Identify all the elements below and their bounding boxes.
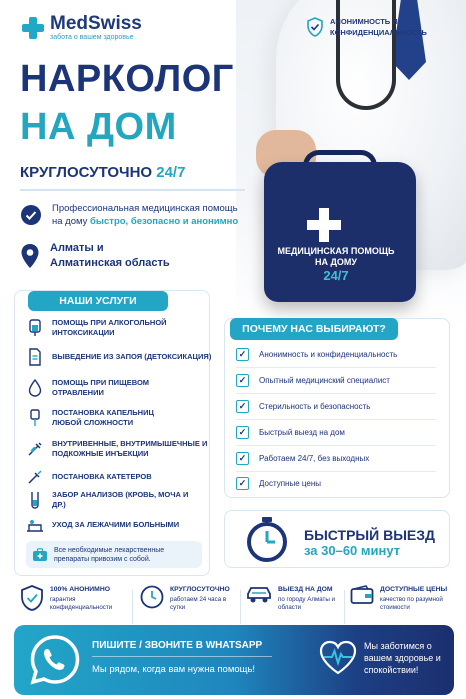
check-circle-icon xyxy=(20,204,42,226)
divider xyxy=(132,590,133,624)
medical-cross-logo-icon xyxy=(22,17,44,39)
feature-item xyxy=(140,585,240,612)
checkbox-icon: ✓ xyxy=(236,374,249,387)
privacy-text: АНОНИМНОСТЬ И КОНФИДЕНЦИАЛЬНОСТЬ xyxy=(330,17,427,37)
service-label: ПОМОЩЬ ПРИ ПИЩЕВОМ ОТРАВЛЕНИИ xyxy=(52,378,150,397)
round-clock-value: 24/7 xyxy=(156,164,186,181)
privacy-badge xyxy=(306,16,454,38)
service-item xyxy=(26,468,212,486)
page-title-line2: НА ДОМ xyxy=(20,106,177,148)
service-item xyxy=(26,408,182,427)
divider xyxy=(240,590,241,624)
service-label: ЗАБОР АНАЛИЗОВ (КРОВЬ, МОЧА И ДР.) xyxy=(52,490,189,509)
feature-item xyxy=(20,585,122,612)
city-row xyxy=(20,241,170,271)
medical-cross-icon xyxy=(307,208,341,242)
intro-row xyxy=(20,202,238,228)
care-slogan: Мы заботимся о вашем здоровье и спокойствии! xyxy=(364,641,441,675)
shield-check-icon xyxy=(306,17,324,37)
iv-drip-icon xyxy=(26,409,44,427)
fast-title: БЫСТРЫЙ ВЫЕЗД xyxy=(304,527,435,543)
why-item xyxy=(236,426,345,439)
test-tube-icon xyxy=(26,491,44,509)
feature-title: ДОСТУПНЫЕ ЦЕНЫ xyxy=(380,586,448,593)
contact-title[interactable]: ПИШИТЕ / ЗВОНИТЕ В WHATSAPP xyxy=(92,640,263,651)
intro-line2 xyxy=(52,215,238,228)
shield-check-icon xyxy=(20,585,44,611)
heart-pulse-icon xyxy=(318,640,358,676)
fast-time: за 30–60 минут xyxy=(304,543,401,558)
iv-bag-icon xyxy=(26,319,44,337)
why-label: Опытный медицинский специалист xyxy=(259,376,390,385)
service-item xyxy=(26,439,220,458)
why-item xyxy=(236,400,370,413)
why-item xyxy=(236,477,321,490)
service-label: ПОСТАНОВКА КАПЕЛЬНИЦ ЛЮБОЙ СЛОЖНОСТИ xyxy=(52,408,154,427)
contact-subtitle: Мы рядом, когда вам нужна помощь! xyxy=(92,664,256,675)
clock-icon xyxy=(140,585,164,609)
service-item xyxy=(26,378,182,397)
feature-sub: гарантия конфиденциальности xyxy=(50,596,113,611)
divider xyxy=(236,393,436,394)
feature-item xyxy=(246,585,344,612)
divider xyxy=(236,367,436,368)
city-line2: Алматинская область xyxy=(50,257,170,269)
round-clock-label xyxy=(20,164,185,181)
bag-247: 24/7 xyxy=(323,268,349,283)
feature-title: ВЫЕЗД НА ДОМ xyxy=(278,586,333,593)
checkbox-icon: ✓ xyxy=(236,426,249,439)
care-icon xyxy=(26,516,44,534)
checkbox-icon: ✓ xyxy=(236,477,249,490)
bag-label: МЕДИЦИНСКАЯ ПОМОЩЬ НА ДОМУ xyxy=(277,246,395,267)
intro-text xyxy=(52,202,238,228)
why-label: Анонимность и конфиденциальность xyxy=(259,350,398,359)
brand-tagline: забота о вашем здоровье xyxy=(50,34,134,41)
checkbox-icon: ✓ xyxy=(236,348,249,361)
catheter-icon xyxy=(26,468,44,486)
why-item xyxy=(236,452,369,465)
divider xyxy=(236,445,436,446)
note-text: Все необходимые лекарственные препараты привозим с собой. xyxy=(54,546,165,563)
service-label: УХОД ЗА ЛЕЖАЧИМИ БОЛЬНЫМИ xyxy=(52,520,180,530)
why-label: Быстрый выезд на дом xyxy=(259,428,345,437)
service-item xyxy=(26,348,212,366)
medkit-icon xyxy=(32,548,48,562)
why-label: Работаем 24/7, без выходных xyxy=(259,454,370,463)
service-item xyxy=(26,490,202,509)
brand-logo[interactable] xyxy=(22,14,142,41)
checkbox-icon: ✓ xyxy=(236,452,249,465)
location-pin-icon xyxy=(20,243,40,269)
feature-title: КРУГЛОСУТОЧНО xyxy=(170,586,230,593)
round-clock-prefix: КРУГЛОСУТОЧНО xyxy=(20,164,153,181)
why-header: ПОЧЕМУ НАС ВЫБИРАЮТ? xyxy=(230,318,398,340)
drop-icon xyxy=(26,379,44,397)
service-label: ВЫВЕДЕНИЕ ИЗ ЗАПОЯ (ДЕТОКСИКАЦИЯ) xyxy=(52,352,212,362)
city-line1: Алматы и xyxy=(50,242,104,254)
car-icon xyxy=(246,585,272,605)
service-label: ПОСТАНОВКА КАТЕТЕРОВ xyxy=(52,472,152,482)
medication-note xyxy=(26,541,202,568)
page-title-line1: НАРКОЛОГ xyxy=(20,58,234,100)
why-label: Стерильность и безопасность xyxy=(259,402,371,411)
why-item xyxy=(236,374,390,387)
service-label: ПОМОЩЬ ПРИ АЛКОГОЛЬНОЙ ИНТОКСИКАЦИИ xyxy=(52,318,167,337)
divider xyxy=(92,656,272,657)
service-item xyxy=(26,318,212,337)
feature-item xyxy=(350,585,452,612)
service-label: ВНУТРИВЕННЫЕ, ВНУТРИМЫШЕЧНЫЕ И ПОДКОЖНЫЕ ИНЪЕКЦИИ xyxy=(52,439,208,458)
feature-sub: работаем 24 часа в сутки xyxy=(170,596,227,611)
whatsapp-icon[interactable] xyxy=(28,633,82,687)
feature-sub: качество по разумной стоимости xyxy=(380,596,443,611)
document-icon xyxy=(26,348,44,366)
city-text xyxy=(50,241,170,271)
brand-name: MedSwiss xyxy=(50,13,142,34)
checkbox-icon: ✓ xyxy=(236,400,249,413)
divider xyxy=(236,419,436,420)
intro-line1: Профессиональная медицинская помощь xyxy=(52,203,238,214)
divider xyxy=(236,471,436,472)
service-item xyxy=(26,516,202,534)
services-header: НАШИ УСЛУГИ xyxy=(28,291,168,311)
feature-sub: по городу Алматы и области xyxy=(278,596,335,611)
divider xyxy=(20,189,245,191)
why-label: Доступные цены xyxy=(259,479,321,488)
divider xyxy=(344,590,345,624)
why-item xyxy=(236,348,397,361)
stopwatch-icon xyxy=(244,514,290,564)
feature-title: 100% АНОНИМНО xyxy=(50,586,111,593)
syringe-icon xyxy=(26,440,44,458)
intro-highlight: быстро, безопасно и анонимно xyxy=(90,216,239,227)
wallet-icon xyxy=(350,585,374,605)
intro-line2-prefix: на дому xyxy=(52,216,88,227)
